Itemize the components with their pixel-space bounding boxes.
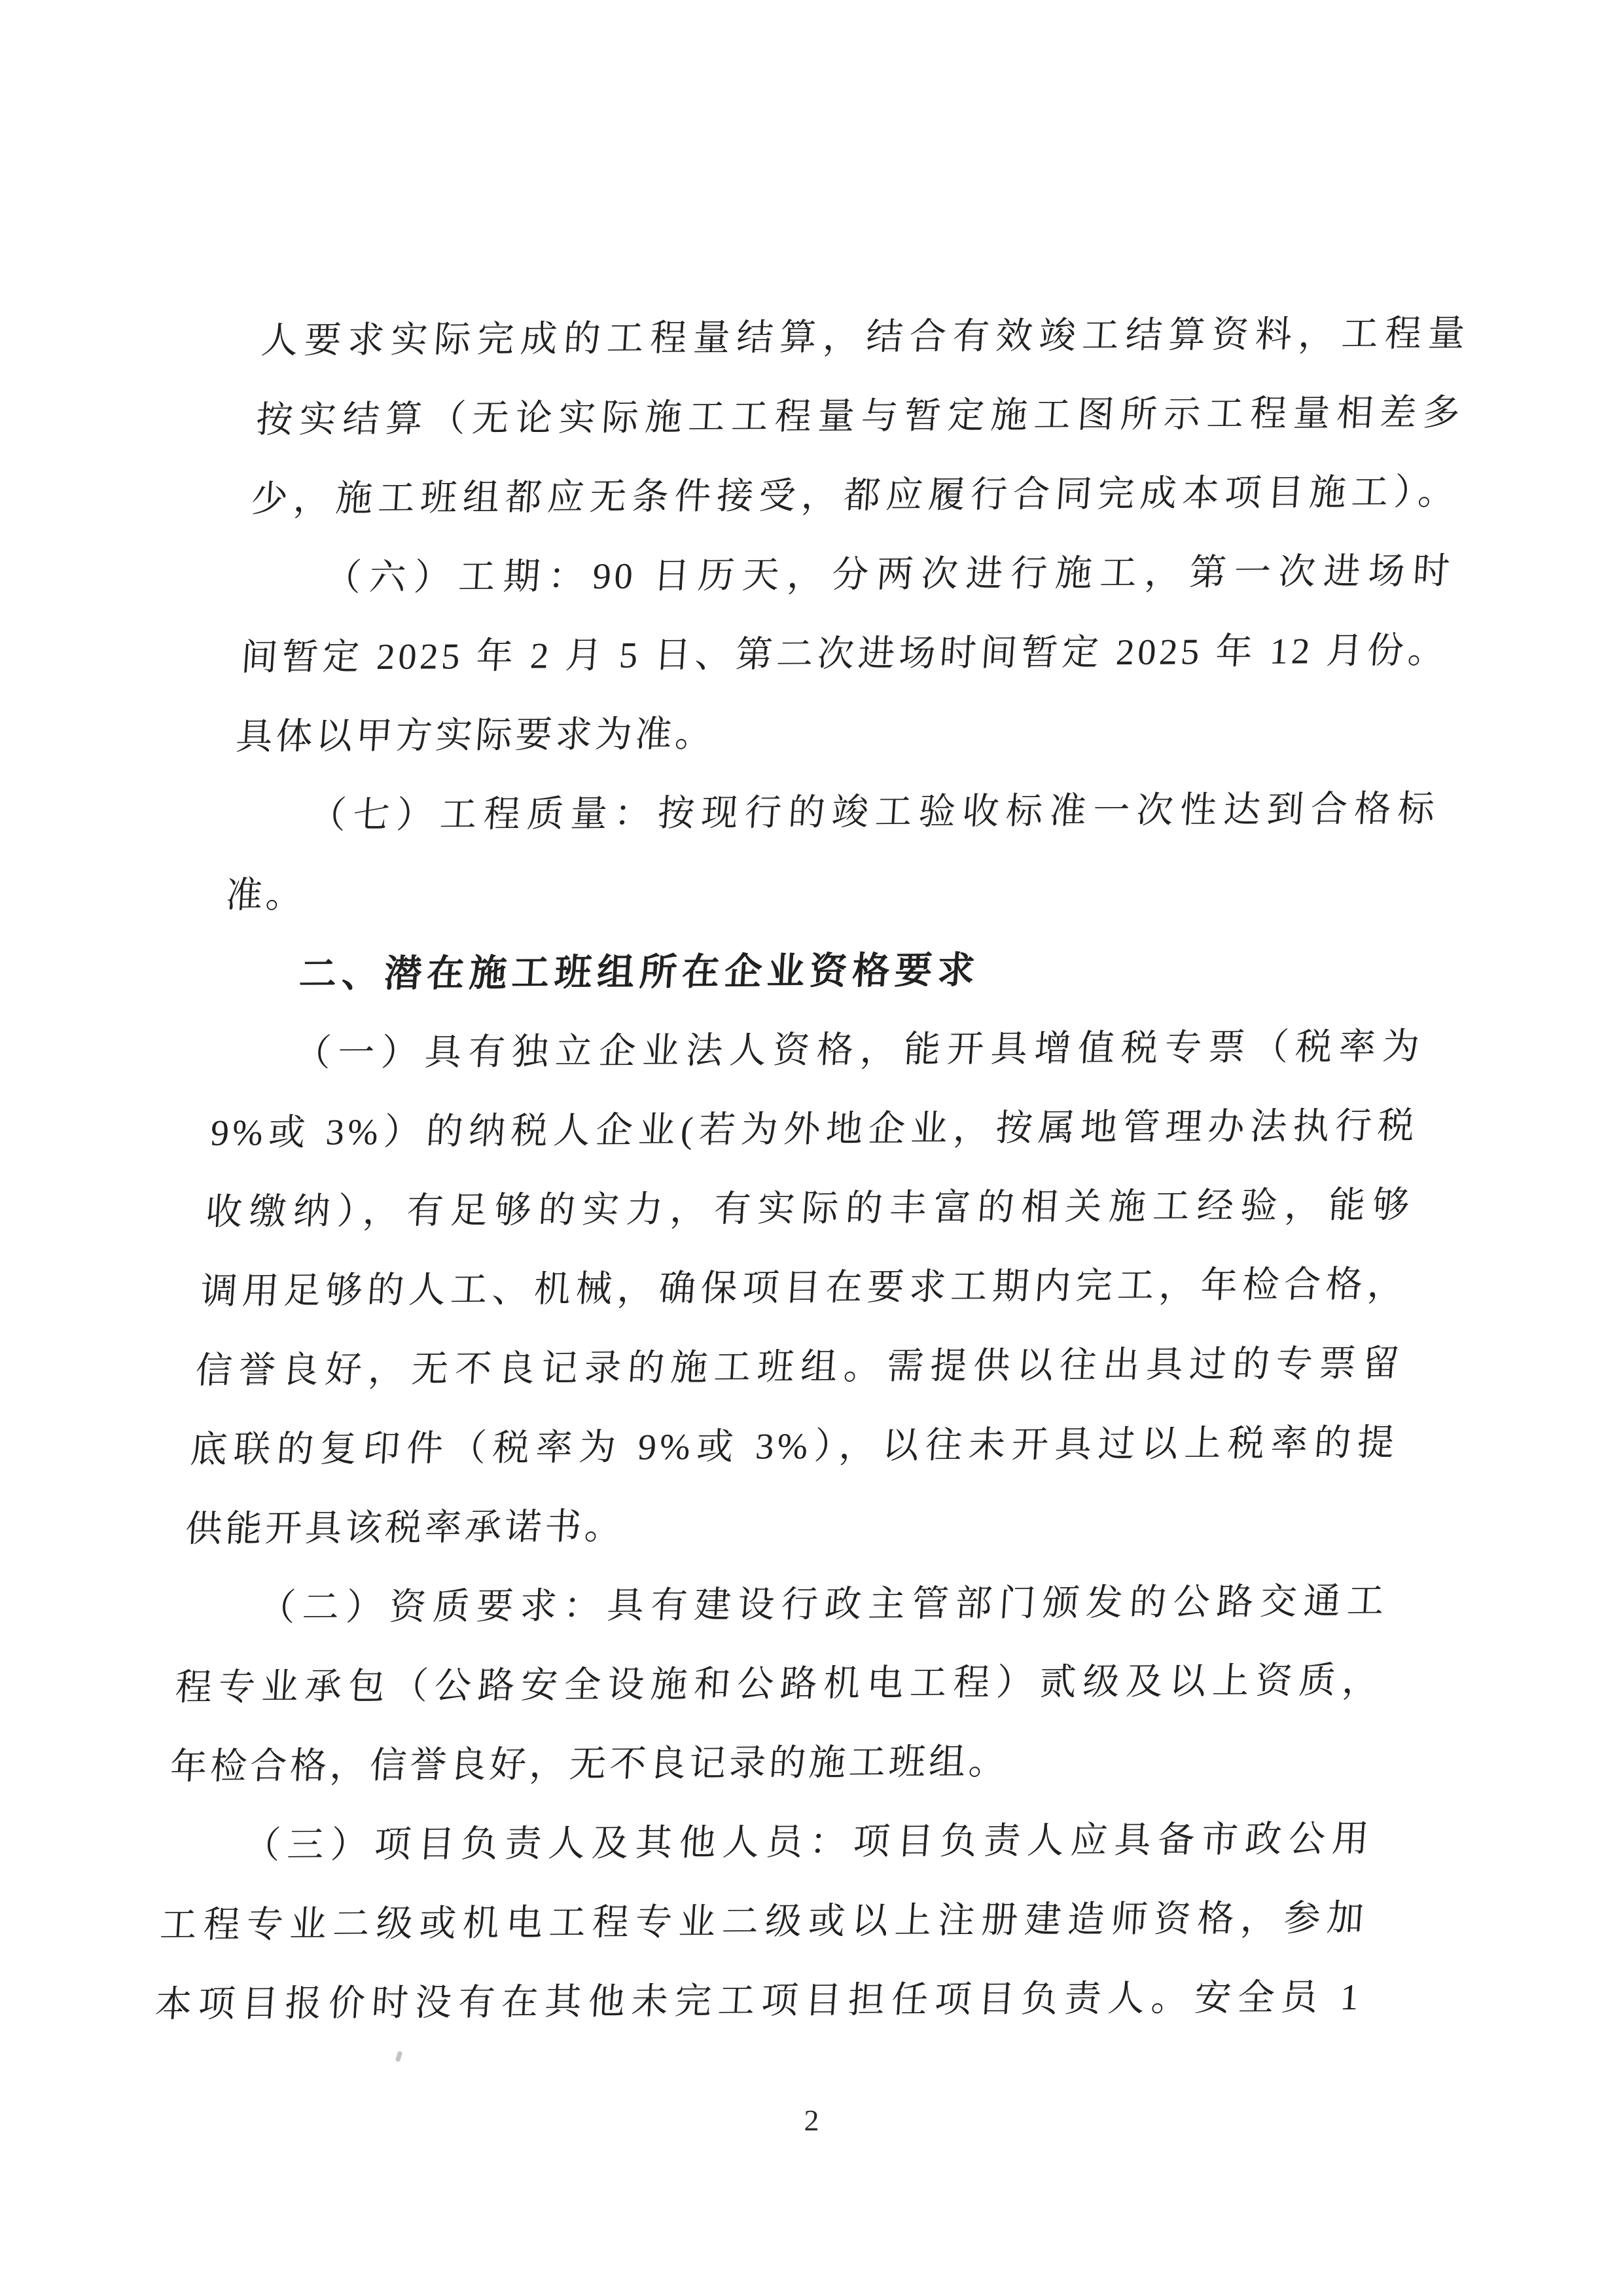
document-text-block — [152, 295, 1471, 2045]
text-line: （六）工期：90 日历天，分两次进行施工，第一次进场时 — [323, 550, 1454, 599]
text-line: 准。 — [224, 874, 308, 916]
scan-artifact — [395, 2051, 403, 2062]
text-line: （一）具有独立企业法人资格，能开具增值税专票（税率为 — [293, 1026, 1424, 1074]
section-heading: 二、潜在施工班组所在企业资格要求 — [298, 949, 982, 996]
text-line: 少，施工班组都应无条件接受，都应履行合同完成本项目施工）。 — [249, 471, 1459, 520]
text-line: 9%或 3%）的纳税人企业(若为外地企业，按属地管理办法执行税 — [209, 1105, 1419, 1154]
text-line: 信誉良好，无不良记录的施工班组。需提供以往出具过的专票留 — [194, 1343, 1404, 1391]
text-line: 具体以甲方实际要求为准。 — [234, 713, 717, 758]
text-line: （二）资质要求：具有建设行政主管部门颁发的公路交通工 — [257, 1581, 1389, 1629]
text-line: （七）工程质量：按现行的竣工验收标准一次性达到合格标 — [308, 789, 1439, 836]
text-line: 工程专业二级或机电工程专业二级或以上注册建造师资格，参加 — [158, 1897, 1368, 1946]
text-line: （三）项目负责人及其他人员：项目负责人应具备市政公用 — [242, 1818, 1374, 1867]
text-line: 收缴纳），有足够的实力，有实际的丰富的相关施工经验，能够 — [204, 1185, 1414, 1233]
text-line: 人要求实际完成的工程量结算，结合有效竣工结算资料，工程量 — [260, 313, 1470, 362]
text-line: 本项目报价时没有在其他未完工项目担任项目负责人。安全员 1 — [153, 1977, 1363, 2026]
text-line: 间暂定 2025 年 2 月 5 日、第二次进场时间暂定 2025 年 12 月份。 — [240, 630, 1450, 679]
page-number: 2 — [804, 2104, 819, 2137]
text-line: 程专业承包（公路安全设施和公路机电工程）贰级及以上资质， — [173, 1660, 1383, 1708]
text-line: 年检合格，信誉良好，无不良记录的施工班组。 — [169, 1742, 1010, 1788]
text-line: 调用足够的人工、机械，确保项目在要求工期内完工，年检合格， — [199, 1264, 1409, 1312]
text-line: 底联的复印件（税率为 9%或 3%），以往未开具过以上税率的提 — [189, 1422, 1399, 1471]
text-line: 按实结算（无论实际施工工程量与暂定施工图所示工程量相差多 — [255, 392, 1465, 441]
text-line: 供能开具该税率承诺书。 — [184, 1506, 626, 1550]
